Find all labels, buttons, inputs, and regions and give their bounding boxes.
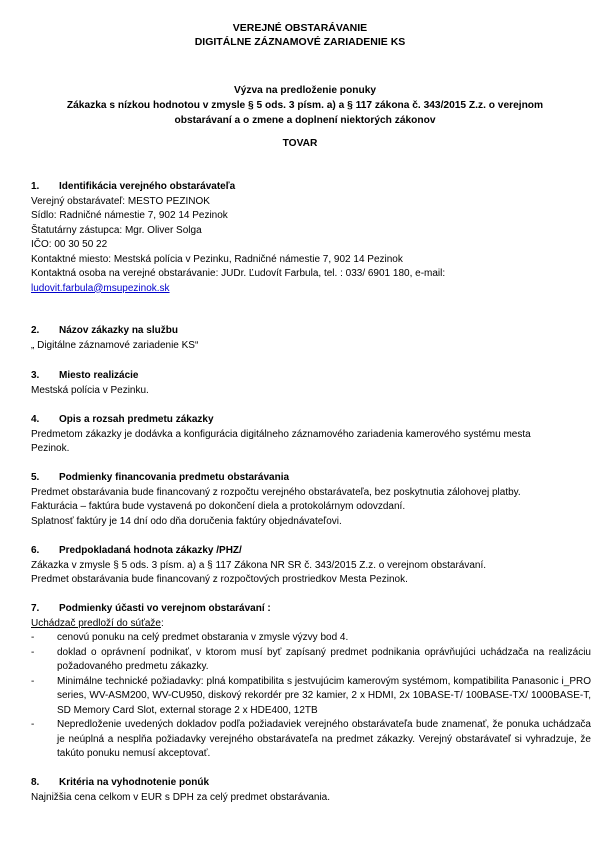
dash-bullet: - (31, 632, 35, 643)
section-1 (31, 180, 591, 296)
section-5-line-3: Splatnosť faktúry je 14 dní odo dňa doručenia faktúry objednávateľovi. (31, 515, 342, 527)
section-number: 8. (31, 777, 40, 788)
section-8 (31, 776, 591, 805)
section-4-line-2: Pezinok. (31, 443, 70, 454)
section-8-heading (31, 776, 591, 791)
list-item (31, 646, 591, 675)
section-8-text: Najnižšia cena celkom v EUR s DPH za celý predmet obstarávania. (31, 791, 331, 803)
section-3 (31, 369, 591, 398)
section-title: Podmienky financovania predmetu obstarávania (59, 472, 290, 483)
list-item-text: Minimálne technické požiadavky: plná kompatibilita s jestvujúcim kamerovým systémom, kompatibilita Panasonic i_PRO series, WV-ASM200, WV-CU950, diskový rekordér pre 32 kamier, 2 x HDMI, 2x 10BASE-T/ 100BASE-TX/ 1000BASE-T, SD Memory Card Slot, external storage 2 x HDE400, 12TB (57, 675, 591, 716)
section-5-line-1: Predmet obstarávania bude financovaný z rozpočtu verejného obstarávateľa, bez poskytnutia zálohovej platby. (31, 486, 521, 498)
section-6-heading (31, 544, 591, 559)
section-3-heading (31, 369, 591, 384)
call-for-offers (30, 83, 580, 128)
section-3-text: Mestská polícia v Pezinku. (31, 384, 149, 396)
dash-bullet: - (31, 675, 35, 687)
contact-person: Kontaktná osoba na verejné obstarávanie: JUDr. Ľudovít Farbula, tel. : 033/ 6901 180, e-mail: (31, 268, 446, 279)
dash-bullet: - (31, 719, 35, 730)
header-line-1: VEREJNÉ OBSTARÁVANIE (232, 22, 368, 34)
call-line-2: Zákazka s nízkou hodnotou v zmysle § 5 ods. 3 písm. a) a § 117 zákona č. 343/2015 Z.z. o verejnom (66, 100, 544, 111)
section-number: 2. (31, 325, 40, 336)
dash-bullet: - (31, 646, 35, 658)
section-2-text: „ Digitálne záznamové zariadenie KS“ (31, 339, 199, 351)
section-6-line-1: Zákazka v zmysle § 5 ods. 3 písm. a) a § 117 Zákona NR SR č. 343/2015 Z.z. o verejnom obstarávaní. (31, 559, 487, 571)
header-line-2: DIGITÁLNE ZÁZNAMOVÉ ZARIADENIE KS (194, 36, 406, 48)
list-item-text: cenovú ponuku na celý predmet obstarania v zmysle výzvy bod 4. (57, 632, 349, 643)
email-link[interactable]: ludovit.farbula@msupezinok.sk (31, 282, 170, 294)
category-label: TOVAR (282, 138, 318, 149)
section-title: Názov zákazky na službu (59, 325, 178, 336)
section-5-line-2: Fakturácia – faktúra bude vystavená po dokončení diela a protokolárnym odovzdaní. (31, 501, 406, 512)
section-5 (31, 471, 591, 529)
section-6 (31, 544, 591, 588)
list-item (31, 631, 591, 646)
statutory-representative: Štatutárny zástupca: Mgr. Oliver Solga (31, 224, 202, 236)
section-number: 1. (31, 181, 40, 192)
section-2 (31, 324, 591, 353)
list-item-text: Nepredloženie uvedených dokladov podľa požiadaviek verejného obstarávateľa bude znamenať, že ponuka uchádzača je neúplná a nesplňa požiadavky verejného obstarávateľa na predmet zákazky. Verejný obstarávateľ si vyhradzuje, že takúto ponuku nemusí akceptovať. (57, 719, 591, 759)
subtitle-colon: : (160, 617, 164, 629)
section-title: Kritéria na vyhodnotenie ponúk (59, 777, 210, 788)
document-header (0, 21, 600, 49)
section-number: 4. (31, 414, 40, 425)
section-7 (31, 602, 591, 762)
section-number: 3. (31, 370, 40, 381)
section-4-heading (31, 413, 591, 428)
section-title: Identifikácia verejného obstarávateľa (59, 181, 236, 192)
section-title: Miesto realizácie (59, 370, 139, 381)
list-item (31, 718, 591, 762)
section-title: Predpokladaná hodnota zákazky /PHZ/ (59, 545, 242, 556)
subtitle-underlined: Uchádzač predloží do súťaže (31, 617, 161, 629)
call-line-3: obstarávaní a o zmene a doplnení niektorých zákonov (174, 115, 436, 126)
list-item-text: doklad o oprávnení podnikať, v ktorom musí byť zapísaný predmet podnikania oprávňujúci uchádzača na realizáciu požadovaného predmetu zákazky. (57, 646, 591, 672)
section-4 (31, 413, 591, 457)
call-title: Výzva na predloženie ponuky (233, 85, 377, 96)
list-item (31, 675, 591, 719)
section-number: 7. (31, 603, 40, 614)
section-7-heading (31, 602, 591, 617)
section-2-heading (31, 324, 591, 339)
section-title: Podmienky účasti vo verejnom obstarávaní : (59, 603, 271, 614)
section-7-subtitle (31, 617, 591, 632)
section-4-line-1: Predmetom zákazky je dodávka a konfigurácia digitálneho záznamového zariadenia kamerového systému mesta (31, 428, 531, 440)
seat: Sídlo: Radničné námestie 7, 902 14 Pezinok (31, 210, 228, 221)
contracting-authority: Verejný obstarávateľ: MESTO PEZINOK (31, 195, 210, 207)
contact-place: Kontaktné miesto: Mestská polícia v Pezinku, Radničné námestie 7, 902 14 Pezinok (31, 253, 403, 265)
ico: IČO: 00 30 50 22 (31, 239, 108, 250)
section-5-heading (31, 471, 591, 486)
section-number: 6. (31, 545, 40, 556)
section-title: Opis a rozsah predmetu zákazky (59, 414, 214, 425)
section-6-line-2: Predmet obstarávania bude financovaný z rozpočtových prostriedkov Mesta Pezinok. (31, 574, 408, 585)
section-number: 5. (31, 472, 40, 483)
section-1-heading (31, 180, 591, 195)
